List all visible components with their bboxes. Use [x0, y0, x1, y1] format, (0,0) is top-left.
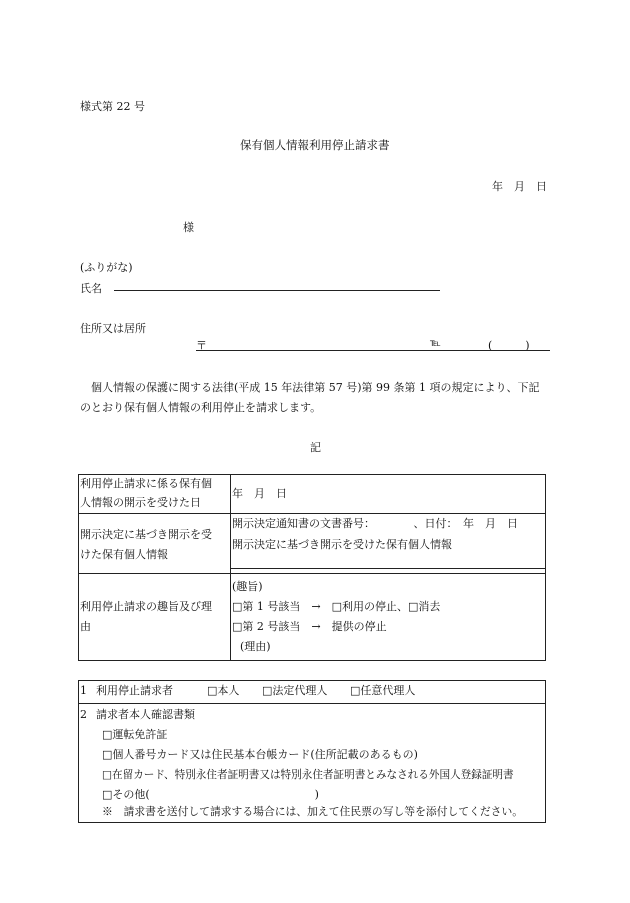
body-text-line2: のとおり保有個人情報の利用停止を請求します。 [80, 401, 322, 414]
table1-row-divider-2b [230, 568, 546, 569]
disclosed-info-label-1: 開示決定に基づき開示を受 [80, 528, 212, 541]
id-doc-my-number-card[interactable]: □個人番号カード又は住民基本台帳カード(住所記載のあるもの) [102, 748, 418, 761]
purpose-label-2: 由 [80, 620, 91, 633]
disclosed-info-field[interactable]: 開示決定に基づき開示を受けた保有個人情報 [232, 538, 452, 551]
address-field[interactable] [196, 350, 550, 351]
tel-paren: ( ) [488, 339, 530, 352]
purpose-option-1[interactable]: □第 1 号該当 → □利用の停止、□消去 [232, 600, 441, 613]
requester-number: 1 [80, 684, 87, 697]
addressee-suffix: 様 [183, 221, 194, 234]
id-docs-label: 請求者本人確認書類 [96, 708, 195, 721]
attachment-note: ※ 請求書を送付して請求する場合には、加えて住民票の写し等を添付してください。 [102, 805, 524, 818]
name-label: 氏名 [80, 282, 102, 295]
requester-legal-agent-option[interactable]: □法定代理人 [262, 684, 328, 697]
disclosed-info-label-2: けた保有個人情報 [80, 548, 168, 561]
postal-mark: 〒 [196, 339, 207, 352]
page-title: 保有個人情報利用停止請求書 [240, 138, 390, 152]
requester-label: 利用停止請求者 [96, 684, 173, 697]
body-text-line1: 個人情報の保護に関する法律(平成 15 年法律第 57 号)第 99 条第 1 項の規定により、下記 [91, 381, 540, 394]
disclosure-date-label-2: 人情報の開示を受けた日 [80, 496, 201, 509]
id-docs-number: 2 [80, 708, 87, 721]
id-doc-drivers-license[interactable]: □運転免許証 [102, 728, 168, 741]
purpose-label-1: 利用停止請求の趣旨及び理 [80, 600, 212, 613]
disclosure-date-label-1: 利用停止請求に係る保有個 [80, 477, 212, 490]
purpose-option-2[interactable]: □第 2 号該当 → 提供の停止 [232, 620, 387, 633]
furigana-label: (ふりがな) [80, 261, 133, 274]
notice-number-field[interactable]: 開示決定通知書の文書番号： 、日付： 年 月 日 [232, 517, 518, 530]
requester-self-option[interactable]: □本人 [207, 684, 240, 697]
purpose-header: (趣旨) [232, 580, 263, 593]
table2-row-divider [78, 703, 546, 704]
disclosure-date-field[interactable]: 年 月 日 [232, 487, 287, 500]
id-doc-residence-card[interactable]: □在留カード、特別永住者証明書又は特別永住者証明書とみなされる外国人登録証明書 [102, 769, 514, 781]
ki-heading: 記 [310, 441, 321, 454]
form-number: 様式第 22 号 [80, 100, 145, 113]
reason-header: (理由) [240, 640, 271, 653]
tel-label: ℡ [430, 338, 441, 349]
date-field[interactable]: 年 月 日 [492, 180, 547, 193]
id-doc-other[interactable]: □その他( ) [102, 788, 319, 801]
address-label: 住所又は居所 [80, 322, 146, 335]
requester-voluntary-agent-option[interactable]: □任意代理人 [350, 684, 416, 697]
table1-row-divider-2 [78, 573, 546, 574]
name-field[interactable] [114, 290, 440, 291]
